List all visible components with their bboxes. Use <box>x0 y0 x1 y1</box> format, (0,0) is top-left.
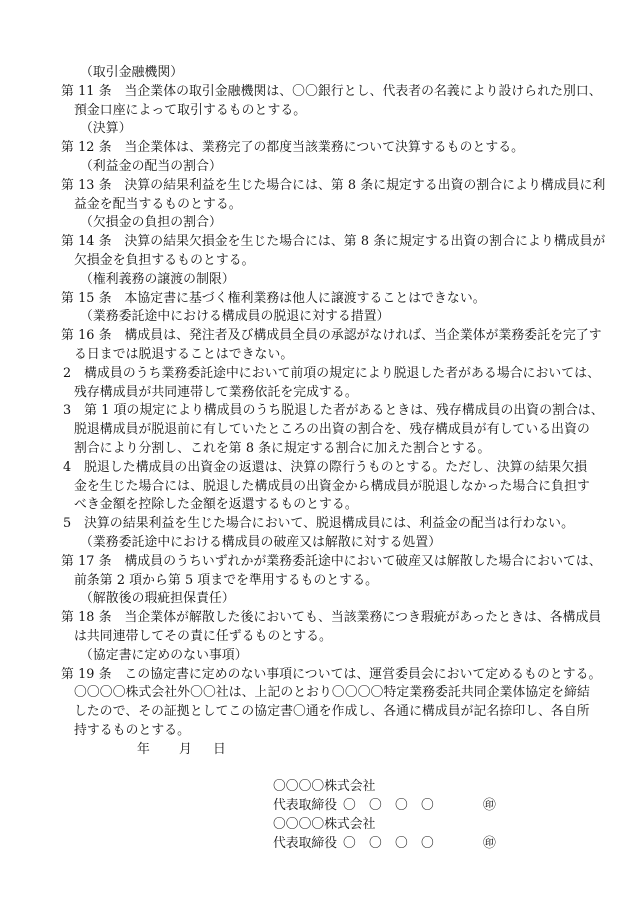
section-heading: （取引金融機関） <box>80 65 184 80</box>
article-18: 第 18 条 当企業体が解散した後においても、当該業務につき瑕疵があったときは、各構成員 <box>61 610 602 626</box>
section-heading: （欠損金の負担の割合） <box>80 215 222 231</box>
article-15: 第 15 条 本協定書に基づく権利業務は他人に譲渡することはできない。 <box>61 290 486 306</box>
closing-paragraph: 〇〇〇〇株式会社外〇〇社は、上記のとおり〇〇〇〇特定業務委託共同企業体協定を締結 <box>74 685 590 701</box>
date-year: 年 <box>137 741 150 757</box>
signatory-1-title: 代表取締役 <box>273 798 337 813</box>
agreement-body <box>61 64 606 759</box>
article-16-item-4-cont: べき金額を控除した金額を返還するものとする。 <box>74 497 358 513</box>
article-16-item-2-cont: 残存構成員が共同連帯して業務依託を完成する。 <box>74 384 358 400</box>
article-16-item-3-cont: 脱退構成員が脱退前に有していたところの出資の割合を、残存構成員が有している出資の <box>74 422 590 438</box>
date-line <box>61 741 581 760</box>
section-heading: （協定書に定めのない事項） <box>80 647 248 663</box>
article-11-cont: 預金口座によって取引するものとする。 <box>74 102 307 118</box>
article-18-cont: は共同連帯してその責に任ずるものとする。 <box>74 628 332 644</box>
article-12: 第 12 条 当企業体は、業務完了の都度当該業務について決算するものとする。 <box>61 140 525 156</box>
closing-paragraph: 持するものとする。 <box>74 722 191 738</box>
section-heading: （解散後の瑕疵担保責任） <box>80 591 235 607</box>
seal-icon: ㊞ <box>483 836 496 851</box>
closing-paragraph: したので、その証拠としてこの協定書〇通を作成し、各通に構成員が記名捺印し、各自所 <box>74 704 590 720</box>
signatory-2-line <box>273 835 533 854</box>
signatory-2-title: 代表取締役 <box>273 836 337 851</box>
section-heading: （決算） <box>80 121 132 137</box>
article-16-item-5: 5 決算の結果利益を生じた場合において、脱退構成員には、利益金の配当は行わない。 <box>63 516 574 532</box>
signatory-2-company: 〇〇〇〇株式会社 <box>273 817 376 832</box>
article-16-item-4: 4 脱退した構成員の出資金の返還は、決算の際行うものとする。ただし、決算の結果欠損 <box>63 459 588 475</box>
date-day: 日 <box>213 741 226 757</box>
date-month: 月 <box>179 741 192 757</box>
signatory-1-company: 〇〇〇〇株式会社 <box>273 779 376 794</box>
article-16-item-3: 3 第 1 項の規定により構成員のうち脱退した者があるときは、残存構成員の出資の割合は、 <box>63 403 604 419</box>
article-16-cont: る日までは脱退することはできない。 <box>74 346 294 362</box>
article-16-item-4-cont: 金を生じた場合には、脱退した構成員の出資金から構成員が脱退しなかった場合に負担す <box>74 478 590 494</box>
section-heading: （利益金の配当の割合） <box>80 158 222 174</box>
section-heading: （業務委託途中における構成員の脱退に対する措置） <box>80 309 390 325</box>
article-13: 第 13 条 決算の結果利益を生じた場合には、第 8 条に規定する出資の割合により構成員に利 <box>61 177 606 193</box>
article-17: 第 17 条 構成員のうちいずれかが業務委託途中において破産又は解散した場合においては、 <box>61 553 602 569</box>
signatory-2-name: 〇 〇 〇 〇 <box>343 836 434 851</box>
article-13-cont: 益金を配当するものとする。 <box>74 196 242 212</box>
section-heading: （権利義務の譲渡の制限） <box>80 271 235 287</box>
article-14-cont: 欠損金を負担するものとする。 <box>74 252 255 268</box>
article-16: 第 16 条 構成員は、発注者及び構成員全員の承認がなければ、当企業体が業務委託を完了す <box>61 328 602 344</box>
section-heading: （業務委託途中における構成員の破産又は解散に対する処置） <box>80 534 442 550</box>
article-16-item-2: 2 構成員のうち業務委託途中において前項の規定により脱退した者がある場合においては、 <box>63 365 601 381</box>
signatory-1-name: 〇 〇 〇 〇 <box>343 798 434 813</box>
article-14: 第 14 条 決算の結果欠損金を生じた場合には、第 8 条に規定する出資の割合により構成員が <box>61 234 606 250</box>
seal-icon: ㊞ <box>483 798 496 813</box>
article-16-item-3-cont: 割合により分割し、これを第 8 条に規定する割合に加えた割合とする。 <box>74 440 491 456</box>
article-11: 第 11 条 当企業体の取引金融機関は、〇〇銀行とし、代表者の名義により設けられた別口、 <box>61 83 602 99</box>
article-17-cont: 前条第 2 項から第 5 項までを準用するものとする。 <box>74 572 378 588</box>
signatory-1-line <box>273 797 533 816</box>
article-19: 第 19 条 この協定書に定めのない事項については、運営委員会において定めるものとする。 <box>61 666 602 682</box>
